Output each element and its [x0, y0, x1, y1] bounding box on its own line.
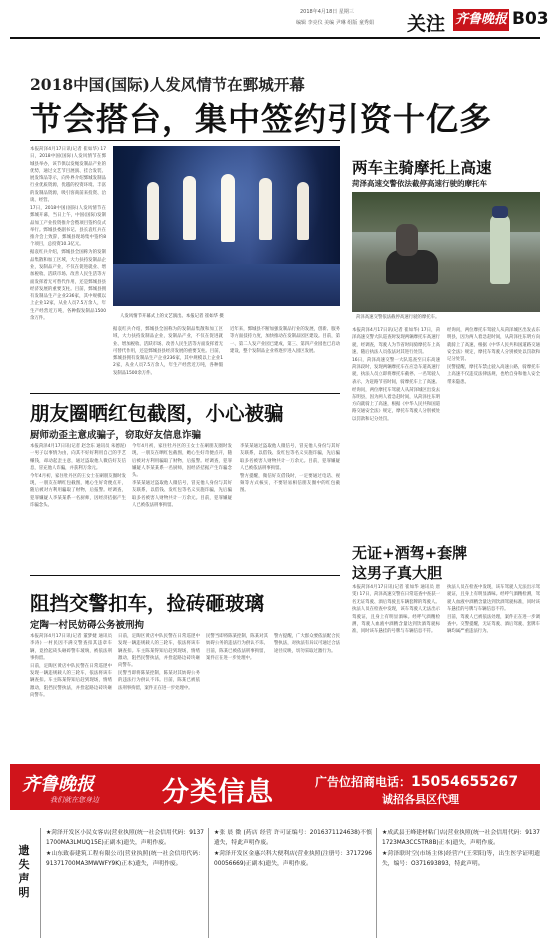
- art4-subtitle: 定陶一村民妨碍公务被刑拘: [30, 620, 145, 631]
- art1-col1: 本报菏泽4月17日讯(记者 崔如华) 17日，2018中国(国际)人发风情节在鄄城县举办，该节俱以发绳发制品产业的优势，通过文艺节目展演、挂合发装、展发饰品等示，向外界介绍鄄城发制品行业优质资源，优越的投资环境、丰富的发制品资源，吸引客商前来投资、洽谈、经营。 17日，2018中国(国际)人发风情节在鄄城开幕，当日上午，中国(国际)发制品加工产业投资推介会暨项目签约仪式举行。鄄城县委副书记、县长袁红兵在推介会上致辞，鄄城县现场集中签约8个项目，总投资10.3亿元。 据袁红兵介绍，鄄城县全国称为的发制品集散和加工区域，大力扶持发制品企业，发制品产业，不仅在促进就业、增加税收、活跃市场、改善人民生活等方面发挥着无可替代作用，还是鄄城县县经济发展的重要支柱。目前，鄄城县拥有发制品生产企业236家，其中规模以上企业12家，从业人员7.5万余人，年生产经营近万吨，各种假发制品1500余万件。: [30, 147, 106, 322]
- art5-col1: 本报菏泽4月17日讯(记者 崔如华 通讯员 唐雯) 17日，菏泽高速交警在日常巡查中查获一名无证驾驶、酒后驾驶且车辆套牌的驾驶人。 执法人员在检查中发现，该车驾驶人无法出示驾驶证，且身上有明显酒味。经呼气酒精检测，驾驶人血液中酒精含量达到饮酒驾驶标准，同时该车悬挂的号牌与车辆信息不符。: [352, 585, 440, 635]
- ad-banner: [10, 764, 540, 810]
- masthead: [0, 0, 550, 42]
- editor-credits: 编辑 李亮仪 美编 尹琳 组版 童秀娟: [296, 20, 374, 26]
- art3-col2: 今年4月初，家住牡丹区的王女士在刷朋友圈时发现，一朋友在晒红包截图，她心生好奇便点开，随后被对方利用骗取了财物，后报警。经调查，犯罪嫌疑人李某某系一名厨师，因经济拮据产生诈骗念头。 李某某通过盗取他人微信号，冒充他人身份与其好友联系，以借钱、发红包等名义实施诈骗，先后骗取多名被害人财物共计一万余元。目前，犯罪嫌疑人已被依法刑事拘留。: [132, 444, 232, 508]
- art1-col3: 据袁红兵介绍，鄄城县全国称为的发制品集散和加工区域，大力扶持发制品企业，发制品产业，不仅在促进就业、增加税收、活跃市场、改善人民生活等方面发挥着无可替代作用，还是鄄城县县经济发展的重要支柱。目前，鄄城县拥有发制品生产企业236家，其中规模以上企业12家，从业人员7.5万余人，年生产经营近万吨，各种假发制品1500余万件。: [113, 327, 223, 376]
- art5-subtitle: 这男子真大胆: [352, 564, 443, 582]
- ad-slogan: 我们就在您身边: [50, 796, 99, 804]
- art4-rule: [30, 575, 340, 576]
- notice-col2: ★张 晨 微 (药店 经营 许可证编号：2016371124638)不慎遗失，特此声明作废。 ★菏泽开发区金惠兴科大便利店(营业执照(注册号：371729600056669)正副本)遗失，声明作废。: [214, 830, 372, 867]
- ad-title: 分类信息: [162, 777, 274, 808]
- art1-title: 节会搭台，集中签约引资十亿多: [30, 100, 493, 138]
- art3-subtitle: 厨师动歪主意成骗子，窃取好友信息诈骗: [30, 430, 202, 441]
- art5-title: 无证+酒驾+套牌: [352, 544, 468, 562]
- art1-rule: [30, 140, 340, 141]
- ad-wanted: 诚招各县区代理: [382, 793, 459, 806]
- art1-col4: 近年来，鄄城县不断加强发制品行业的发展，创新、服务等方面技持力度，加快推动在发制品园区建设。目前，第一、第二人发产业园已建成，第三、第四产业园也已启动建设，整个发制品企业将逐步进入园区发展。: [230, 327, 340, 354]
- notice-divider-0: [40, 828, 41, 938]
- art2-title: 两车主骑摩托上高速: [352, 158, 492, 177]
- notice-divider-2: [376, 828, 377, 938]
- ad-hotline: 广告位招商电话：15054655267: [315, 774, 519, 790]
- paper-logo: 齐鲁晚报: [453, 9, 509, 31]
- art1-col2: [30, 326, 106, 346]
- art3-title: 朋友圈晒红包截图，小心被骗: [30, 402, 284, 425]
- art1-caption: 人发风情节开幕式上的文艺演出。本报记者 崔如华 摄: [120, 314, 224, 319]
- art5-col2: 执法人员在检查中发现，该车驾驶人无法出示驾驶证，且身上有明显酒味。经呼气酒精检测，驾驶人血液中酒精含量达到饮酒驾驶标准，同时该车悬挂的号牌与车辆信息不符。 目前，驾驶人已被依法处理，案件正在进一步调查中。交警提醒，无证驾驶、酒后驾驶、套牌车辆均属严重违法行为。: [447, 585, 540, 635]
- art4-col2: 日前，定陶区黄店中队民警在日常巡逻中发现一辆违规载人的三轮车，依法将该车辆查扣。车主陈某得知后赶到现场，情绪激动，阻挡民警执法，并捡起路边砖块砸向警车。 民警当即将陈某控制，陈某对其妨碍公务的违法行为供认不讳。目前，陈某已被依法刑事拘留，案件正在进一步处理中。: [118, 634, 200, 691]
- art3-rule: [30, 393, 340, 394]
- page-number: B03: [512, 9, 549, 29]
- art2-photo: [352, 192, 540, 312]
- art4-title: 阻挡交警扣车，捡砖砸玻璃: [30, 592, 265, 615]
- art4-col1: 本报菏泽4月17日讯(记者 董梦婕 通讯员 李涛) 一村民因不满交警查扣其违章车辆，竟捡起砖头砸碎警车玻璃，被依法刑事拘留。 日前，定陶区黄店中队民警在日常巡逻中发现一辆违规载人的三轮车，依法将该车辆查扣。车主陈某得知后赶到现场，情绪激动，阻挡民警执法，并捡起路边砖块砸向警车。: [30, 634, 112, 698]
- art3-col1: 本报菏泽4月17日讯(记者 赵念东 通讯员 朱德泥) 一男子以事情为由，向其不好好利用自己的手艺赚钱，却动起歪主意，通过盗取他人微信好友信息，冒充他人诈骗，并获利万余元。 今年4月初，家住牡丹区的王女士在刷朋友圈时发现，一朋友在晒红包截图，她心生好奇便点开，随后被对方利用骗取了财物，后报警。经调查，犯罪嫌疑人李某某系一名厨师，因经济拮据产生诈骗念头。: [30, 444, 126, 508]
- art4-col4: 警方提醒，广大群众要依法配合民警执法，对执法有异议可通过合法途径反映，切勿采取过激行为。: [274, 634, 340, 654]
- notice-col3: ★成武县王峰建材粘门店(营业执照(统一社会信用代码：91371723MA3CC5TR8B)正本)遗失，声明作废。 ★菏泽联时空(市场主体)经营户(王荣阳)等，出生医学证明遗失，编号：O371693893，特此声明。: [382, 830, 540, 867]
- art1-photo: [113, 146, 340, 306]
- art1-kicker: 2018中国(国际)人发风情节在鄄城开幕: [30, 75, 305, 94]
- notice-col1: ★菏泽开发区小民女客店(营业执照(统一社会信用代码：91371700MA3LMUQ15E)正副本)遗失，声明作废。 ★山东致泰建筑工程有限公司(营业执照(统一社会信用代码：91371700MA3MWWFY9K)正本)遗失，声明作废。: [46, 830, 204, 867]
- art4-col3: 民警当即将陈某控制，陈某对其妨碍公务的违法行为供认不讳。目前，陈某已被依法刑事拘留，案件正在进一步处理中。: [206, 634, 268, 661]
- issue-date: 2018年4月18日 星期三: [300, 9, 354, 15]
- art2-col2: 经询问，两位摩托车驾驶人从菏泽城区出发去东明县，因为两人着急赶时间，从菏泽往东明方向就骑上了高速，根据《中华人民共和国道路交通安全法》规定，摩托车驾驶人分别被处以罚款和记分处罚。 民警提醒，摩托车禁止驶入高速公路，骑摩托车上高速不仅违反法律法规，也给自身和他人安全带来隐患。: [447, 328, 540, 385]
- art2-caption: 菏泽高速交警依法截停高速行驶的摩托车。: [356, 315, 440, 320]
- notice-divider-1: [208, 828, 209, 938]
- masthead-rule: [10, 37, 540, 39]
- art2-subtitle: 菏泽高速交警依法截停高速行驶的摩托车: [352, 179, 487, 188]
- art3-col3: 李某某通过盗取他人微信号，冒充他人身份与其好友联系，以借钱、发红包等名义实施诈骗，先后骗取多名被害人财物共计一万余元。目前，犯罪嫌疑人已被依法刑事拘留。 警方提醒，微信好友借钱时，一定要通过电话、视频等方式核实，不要轻易相信朋友圈中的红包截图。: [240, 444, 340, 494]
- art2-col1: 本报菏泽4月17日讯(记者 崔如华) 17日，菏泽高速交警大队巡查时发现两辆摩托车高速行驶，经调查，驾驶人为节省时间骑摩托车上高速，随后执法人员依法对其进行处罚。 16日，菏泽高速交警一大队巡查至日东高速菏泽段时，发现两辆摩托车在应急车道高速行驶，执法人员立即将摩托车截停。一名驾驶人表示，为赶路节省时间，骑摩托车上了高速。 经询问，两位摩托车驾驶人从菏泽城区出发去东明县，因为两人着急赶时间，从菏泽往东明方向就骑上了高速，根据《中华人民共和国道路交通安全法》规定，摩托车驾驶人分别被处以罚款和记分处罚。: [352, 328, 440, 422]
- section-name: 关注: [407, 13, 446, 35]
- notice-section-label: 遗失声明: [18, 844, 30, 899]
- ad-paper-logo: 齐鲁晚报: [22, 774, 94, 795]
